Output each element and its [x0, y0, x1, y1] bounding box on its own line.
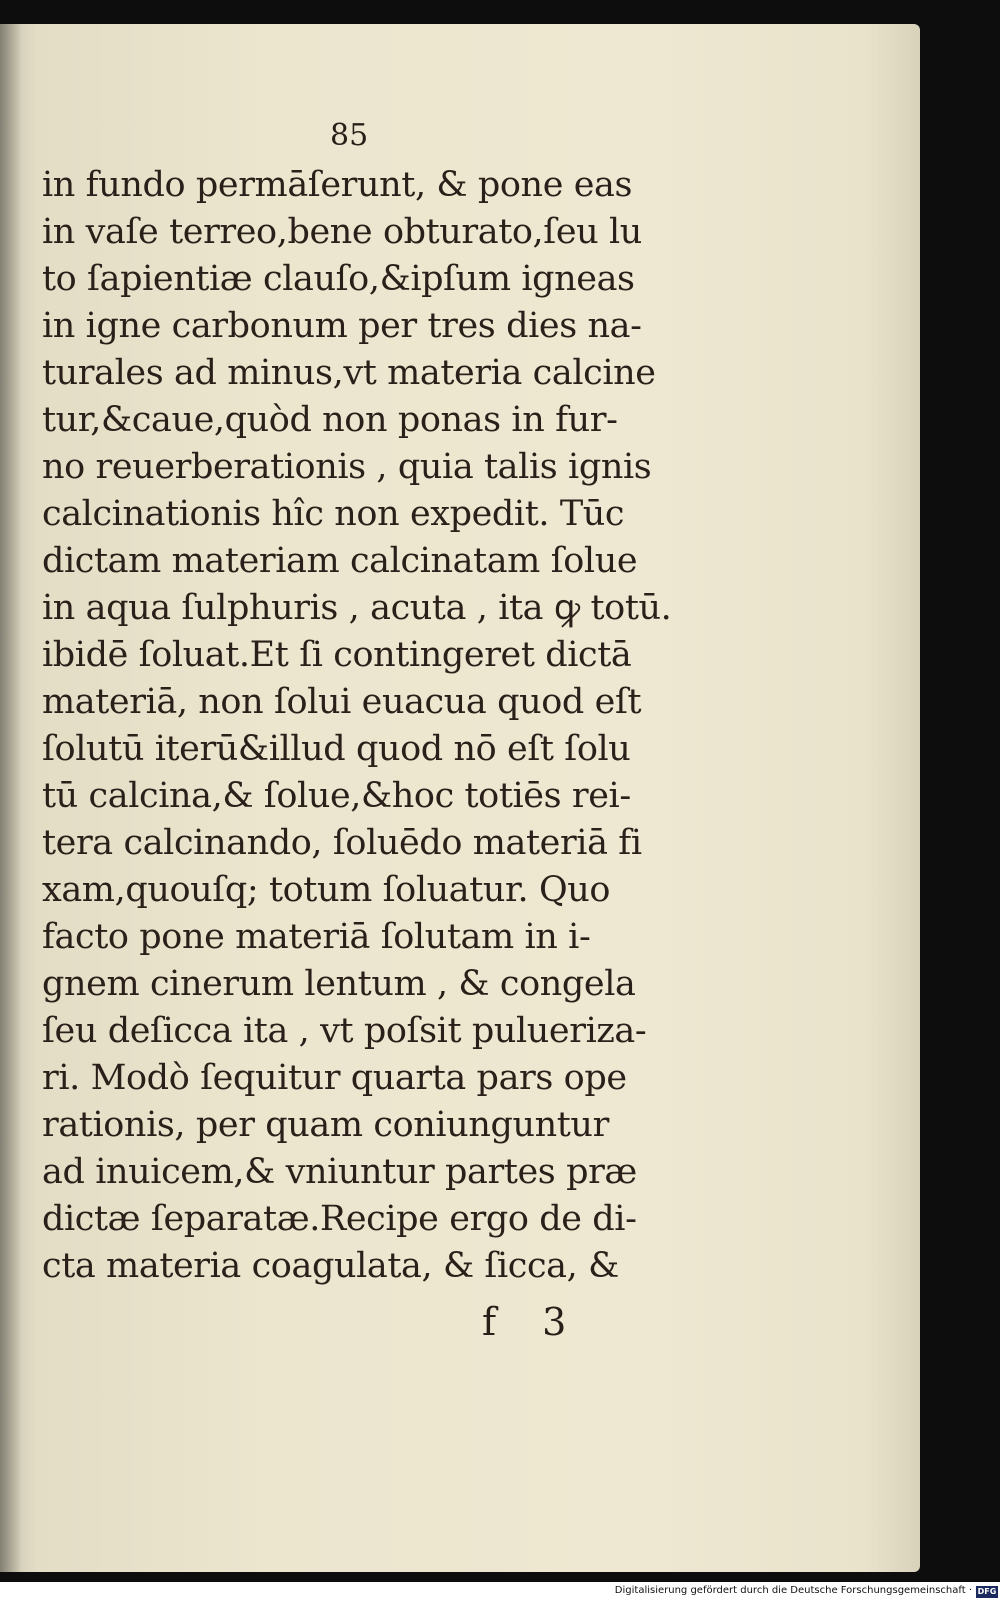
text-line: ibidē ſoluat.Et ſi contingeret dictā [42, 635, 632, 675]
text-line: ri. Modò ſequitur quarta pars ope [42, 1058, 627, 1098]
text-line: in aqua ſulphuris , acuta , ita ꝙ totū. [42, 588, 672, 628]
text-line: xam,quouſq; totum ſoluatur. Quo [42, 870, 611, 910]
text-line: cta materia coagulata, & ſicca, & [42, 1246, 619, 1286]
text-line: tera calcinando, ſoluēdo materiā fi [42, 823, 642, 863]
text-line: tū calcina,& ſolue,&hoc totiēs rei- [42, 776, 631, 816]
text-line: materiā, non ſolui euacua quod eſt [42, 682, 642, 722]
text-line: ad inuicem,& vniuntur partes præ [42, 1152, 637, 1192]
text-line: dictæ ſeparatæ.Recipe ergo de di- [42, 1199, 637, 1239]
dfg-logo: DFG [977, 1587, 997, 1596]
text-line: facto pone materiā ſolutam in i- [42, 917, 591, 957]
text-line: turales ad minus,vt materia calcine [42, 353, 656, 393]
page-number: 85 [330, 118, 369, 153]
text-line: rationis, per quam coniunguntur [42, 1105, 609, 1145]
footer-bar [0, 1582, 1000, 1602]
spine-shadow [0, 24, 22, 1572]
text-line: in vaſe terreo,bene obturato,ſeu lu [42, 212, 642, 252]
text-line: ſeu deſicca ita , vt poſsit pulueriza- [42, 1011, 647, 1051]
text-line: in fundo permāſerunt, & pone eas [42, 165, 633, 205]
text-line: gnem cinerum lentum , & congela [42, 964, 636, 1004]
signature-mark: f 3 [482, 1300, 567, 1344]
text-line: calcinationis hîc non expedit. Tūc [42, 494, 625, 534]
text-line: in igne carbonum per tres dies na- [42, 306, 642, 346]
text-line: to ſapientiæ clauſo,&ipſum igneas [42, 259, 635, 299]
text-line: no reuerberationis , quia talis ignis [42, 447, 652, 487]
page-text [42, 162, 682, 1290]
text-line: dictam materiam calcinatam ſolue [42, 541, 638, 581]
text-line: ſolutū iterū&illud quod nō eſt ſolu [42, 729, 631, 769]
footer-credit: Digitalisierung gefördert durch die Deutsche Forschungsgemeinschaft · [614, 1585, 972, 1596]
text-line: tur,&caue,quòd non ponas in fur- [42, 400, 618, 440]
